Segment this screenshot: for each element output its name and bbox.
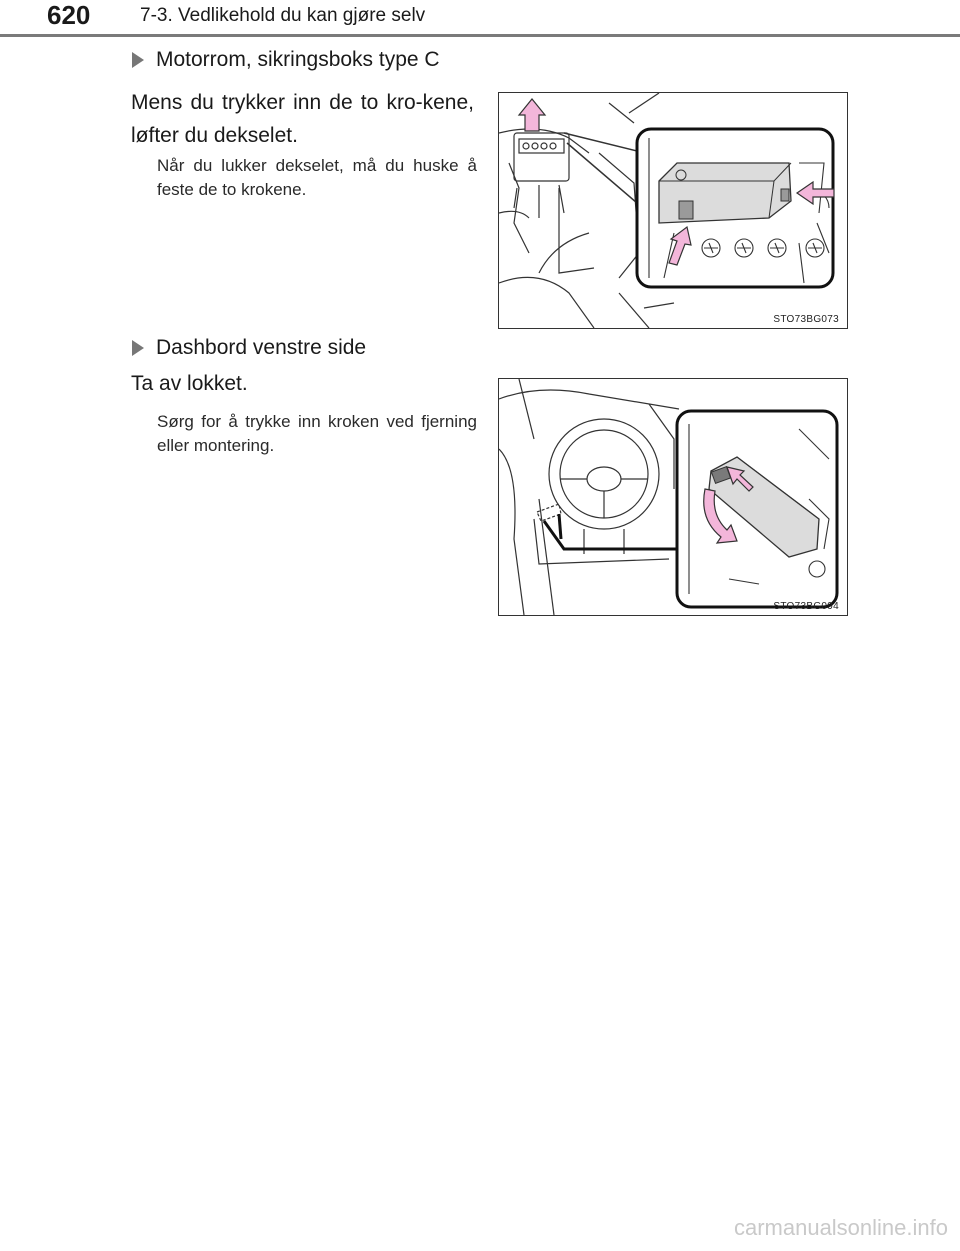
- footer-watermark: carmanualsonline.info: [733, 1215, 948, 1240]
- note-text: Når du lukker dekselet, må du huske å feste de to krokene.: [157, 156, 477, 199]
- figure-code: STO73BG094: [773, 601, 839, 612]
- figure-engine-fusebox: [498, 92, 848, 329]
- figure-code: STO73BG073: [773, 314, 839, 325]
- page-number: 620: [47, 0, 91, 30]
- bullet-heading-engine-fusebox: [132, 46, 440, 74]
- engine-fusebox-illustration: [499, 93, 847, 328]
- heading-text: Dashbord venstre side: [156, 336, 367, 359]
- step-text: Ta av lokket.: [131, 372, 248, 395]
- note-text: Sørg for å trykke inn kroken ved fjerning eller montering.: [157, 412, 477, 455]
- triangle-bullet-icon: [132, 52, 144, 68]
- step-text: Mens du trykker inn de to kro-kene, løfter du dekselet.: [131, 91, 474, 147]
- dashboard-illustration: [499, 379, 847, 615]
- bullet-heading-dashboard-left: [132, 334, 366, 362]
- section-title: 7-3. Vedlikehold du kan gjøre selv: [140, 5, 426, 26]
- figure-dashboard-left: [498, 378, 848, 616]
- header-rule: [0, 34, 960, 37]
- heading-text: Motorrom, sikringsboks type C: [156, 48, 440, 71]
- triangle-bullet-icon: [132, 340, 144, 356]
